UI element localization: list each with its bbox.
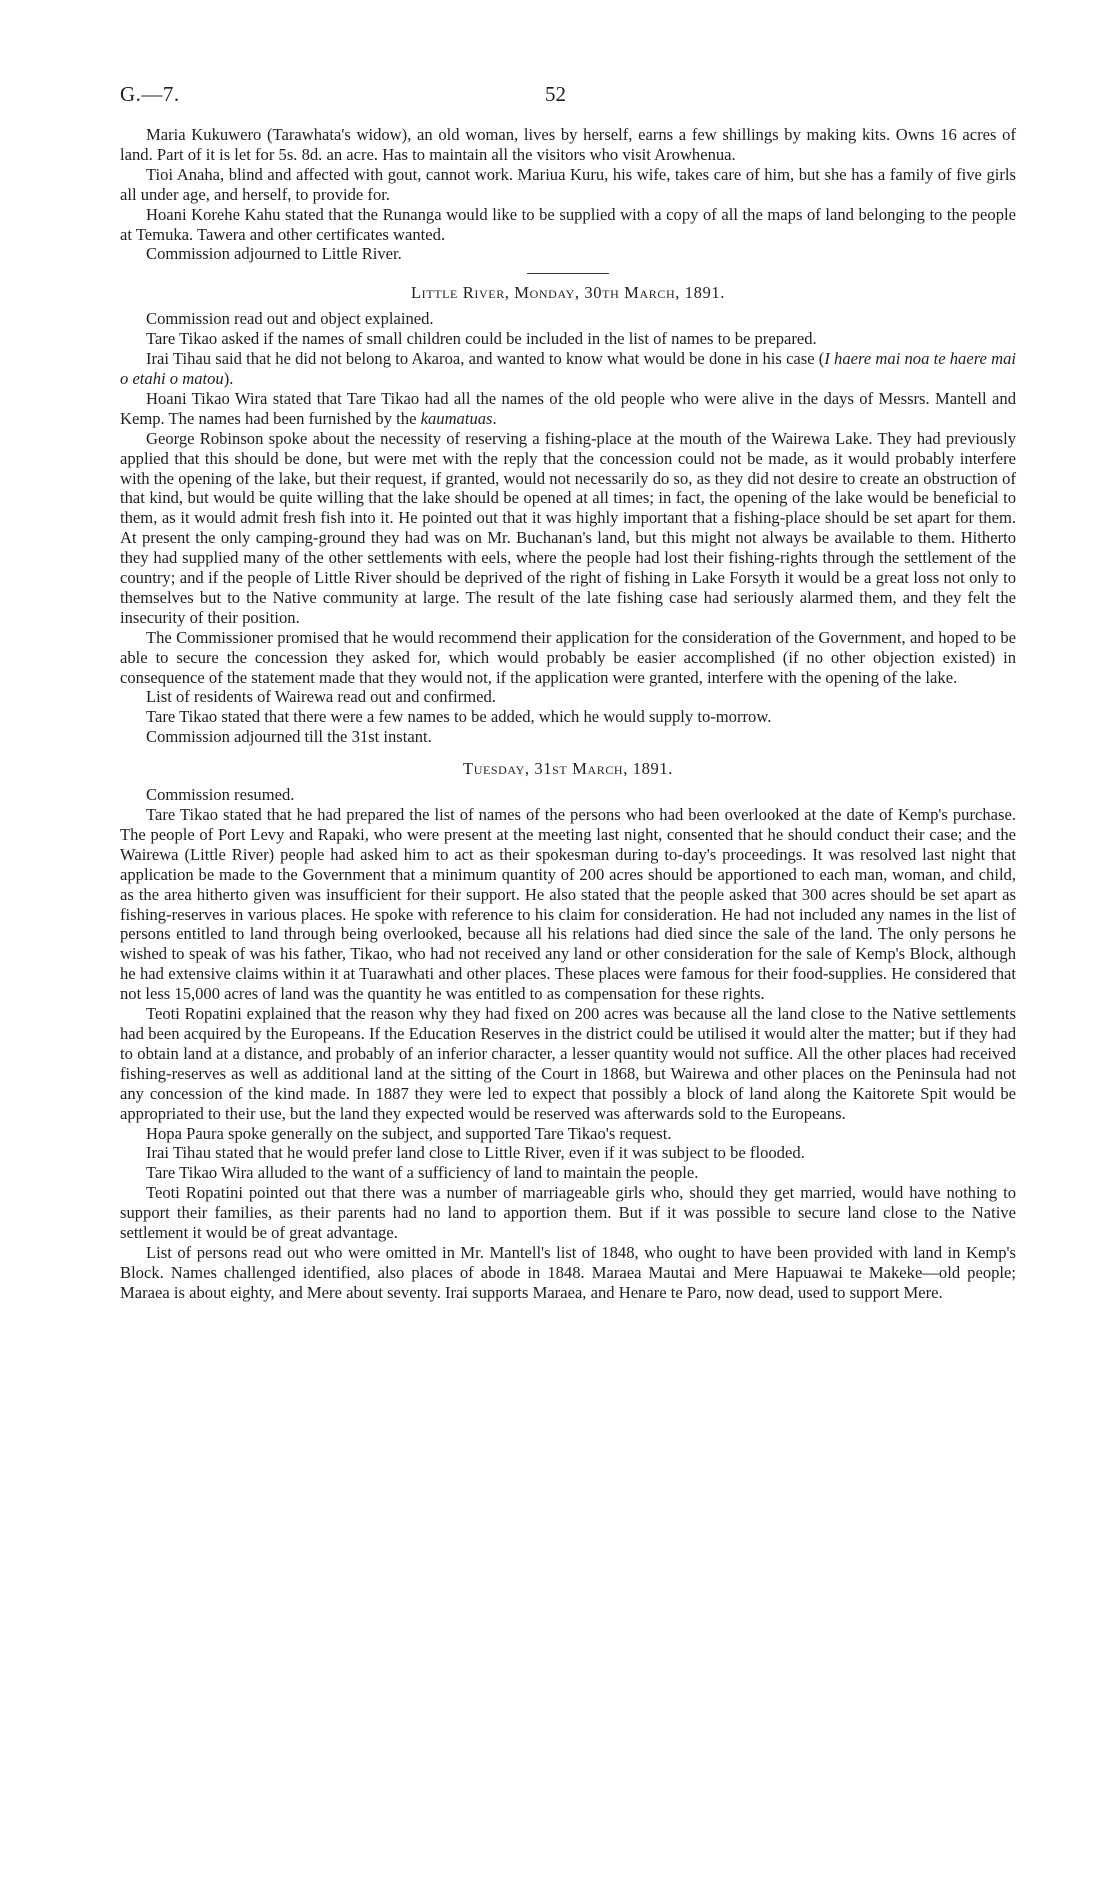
maori-quote: I haere mai noa te haere mai o etahi o matou — [120, 349, 1016, 388]
paragraph: Hopa Paura spoke generally on the subject, and supported Tare Tikao's request. — [146, 1123, 672, 1143]
paragraph — [120, 349, 1016, 389]
text-run: Irai Tihau said that he did not belong to Akaroa, and wanted to know what would be done in his case ( — [146, 349, 825, 369]
section-heading-little-river: Little River, Monday, 30th March, 1891. — [410, 283, 726, 303]
document-page — [120, 82, 1016, 1303]
paragraph: Teoti Ropatini explained that the reason why they had fixed on 200 acres was because all the land close to the Native settlements had been acquired by the Europeans. If the Education Reserves in the district could be utilised it would alter the matter; but if they had to obtain land at a distance, and probably of an inferior character, a lesser quantity would not suffice. All the other places had received fishing-reserves as well as additional land at the sitting of the Court in 1868, but Wairewa and other places on the Peninsula had not any concession of the kind made. In 1887 they were led to expect that possibly a block of land along the Kaitorete Spit would be appropriated to their use, but the land they expected would be reserved was afterwards sold to the Europeans. — [120, 1004, 1016, 1123]
paragraph: Teoti Ropatini pointed out that there was a number of marriageable girls who, should they get married, would have nothing to support their families, as their parents had no land to apportion them. But if it was possible to secure land close to the Native settlement it would be of great advantage. — [120, 1183, 1016, 1243]
paragraph: Commission resumed. — [146, 785, 295, 805]
paragraph: George Robinson spoke about the necessity of reserving a fishing-place at the mouth of the Wairewa Lake. They had previously applied that this should be done, but were met with the reply that the concession could not be made, as it would probably interfere with the opening of the lake, but their request, if granted, would not necessarily do so, as they did not desire to create an obstruction of that kind, but would be quite willing that the lake should be opened at all times; in fact, the opening of the lake would be beneficial to them, as it would admit fresh fish into it. He pointed out that it was highly important that a fishing-place should be set apart for them. At present the only camping-ground they had was on Mr. Buchanan's land, but this might not always be available to them. Hitherto they had supplied many of the other settlements with eels, where the people had lost their fishing-rights through the settlement of the country; and if the people of Little River should be deprived of the right of fishing in Lake Forsyth it would be a great loss not only to themselves but to the Native community at large. The result of the late fishing case had seriously alarmed them, and they felt the insecurity of their position. — [120, 428, 1016, 627]
paragraph: Commission read out and object explained. — [146, 309, 434, 329]
paragraph — [120, 389, 1016, 429]
paragraph: Irai Tihau stated that he would prefer land close to Little River, even if it was subject to be flooded. — [146, 1143, 805, 1163]
paragraph: Tare Tikao stated that there were a few names to be added, which he would supply to-morrow. — [146, 707, 772, 727]
text-run: Hoani Tikao Wira stated that Tare Tikao had all the names of the old people who were alive in the days of Messrs. Mantell and Kemp. The names had been furnished by the — [120, 388, 1016, 428]
section-divider — [527, 273, 609, 274]
paragraph: The Commissioner promised that he would recommend their application for the consideration of the Government, and hoped to be able to secure the concession they asked for, which would probably be easier accomplished (if no other objection existed) in consequence of the statement made that they would not, if the application were granted, interfere with the opening of the lake. — [120, 627, 1016, 687]
text-run: . — [492, 408, 497, 428]
page-number: 52 — [545, 82, 566, 106]
paragraph: Maria Kukuwero (Tarawhata's widow), an old woman, lives by herself, earns a few shillings by making kits. Owns 16 acres of land. Part of it is let for 5s. 8d. an acre. Has to maintain all the visitors who visit Arowhenua. — [120, 125, 1016, 164]
paragraph: List of persons read out who were omitted in Mr. Mantell's list of 1848, who ought to have been provided with land in Kemp's Block. Names challenged identified, also places of abode in 1848. Maraea Mautai and Mere Hapuawai te Makeke—old people; Maraea is about eighty, and Mere about seventy. Irai supports Maraea, and Henare te Paro, now dead, used to support Mere. — [120, 1242, 1016, 1302]
document-reference: G.—7. — [120, 82, 180, 106]
paragraph: Tioi Anaha, blind and affected with gout, cannot work. Mariua Kuru, his wife, takes care of him, but she has a family of five girls all under age, and herself, to provide for. — [120, 164, 1016, 204]
paragraph: Hoani Korehe Kahu stated that the Runanga would like to be supplied with a copy of all the maps of land belonging to the people at Temuka. Tawera and other certificates wanted. — [120, 204, 1016, 244]
maori-term: kaumatuas — [420, 408, 493, 428]
paragraph: Tare Tikao asked if the names of small children could be included in the list of names to be prepared. — [146, 329, 817, 349]
paragraph: List of residents of Wairewa read out and confirmed. — [146, 687, 496, 707]
paragraph: Commission adjourned till the 31st instant. — [146, 727, 432, 747]
paragraph: Commission adjourned to Little River. — [146, 244, 402, 264]
text-run: ). — [223, 368, 234, 388]
paragraph: Tare Tikao Wira alluded to the want of a sufficiency of land to maintain the people. — [146, 1163, 699, 1183]
page-header — [120, 82, 1016, 125]
section-heading-tuesday: Tuesday, 31st March, 1891. — [462, 759, 674, 779]
paragraph: Tare Tikao stated that he had prepared the list of names of the persons who had been overlooked at the date of Kemp's purchase. The people of Port Levy and Rapaki, who were present at the meeting last night, consented that he should conduct their case; and the Wairewa (Little River) people had asked him to act as their spokesman during to-day's proceedings. It was resolved last night that application be made to the Government that a minimum quantity of 200 acres should be apportioned to each man, woman, and child, as the area hitherto given was insufficient for their support. He also stated that the people asked that 300 acres should be set apart as fishing-reserves in various places. He spoke with reference to his claim for consideration. He had not included any names in the list of persons entitled to land through being overlooked, because all his relations had died since the sale of the land. The only persons he wished to speak of was his father, Tikao, who had not received any land or other consideration for the sale of Kemp's Block, although he had extensive claims within it at Tuarawhati and other places. These places were famous for their food-supplies. He considered that not less 15,000 acres of land was the quantity he was entitled to as compensation for these rights. — [120, 805, 1016, 1004]
